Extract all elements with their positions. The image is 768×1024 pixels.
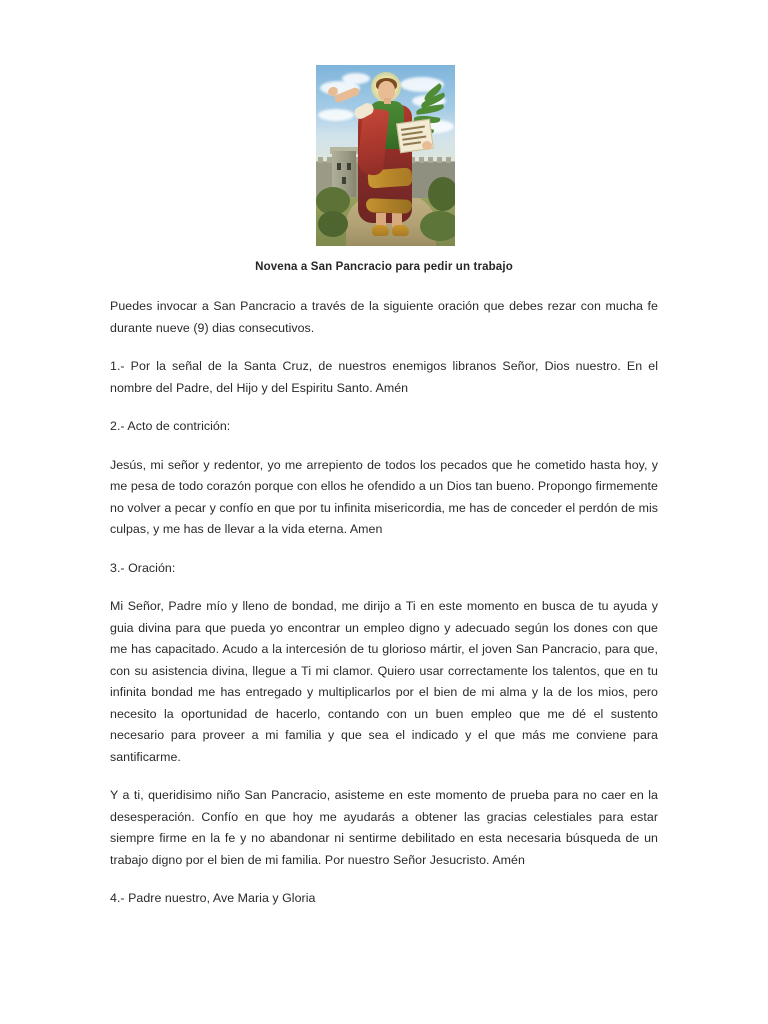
saint-illustration-figure xyxy=(316,65,455,246)
paragraph-item-2-body: Jesús, mi señor y redentor, yo me arrepiento de todos los pecados que he cometido hasta hoy, y me pesa de todo corazón porque con ellos he ofendido a un Dios tan bueno. Propongo firmemente no volver a pecar y confío en que por tu infinita misericordia, me has de conceder el perdón de mis culpas, y me has de llevar a la vida eterna. Amen xyxy=(110,457,658,536)
san-pancracio-image xyxy=(316,65,455,246)
foliage-shape xyxy=(318,211,348,237)
saint-holding-hand xyxy=(422,141,432,150)
saint-sandal xyxy=(372,225,389,236)
paragraph-item-4: 4.- Padre nuestro, Ave Maria y Gloria xyxy=(110,891,316,905)
document-body xyxy=(110,296,658,910)
robe-gold-hem xyxy=(366,198,412,214)
saint-sandal xyxy=(392,225,409,236)
paragraph-intro: Puedes invocar a San Pancracio a través de la siguiente oración que debes rezar con mucha fe durante nueve (9) dias consecutivos. xyxy=(110,299,658,335)
foliage-shape xyxy=(420,211,455,241)
cloud-shape xyxy=(318,109,354,121)
document-title: Novena a San Pancracio para pedir un trabajo xyxy=(255,261,513,273)
paragraph-item-3-body-1: Mi Señor, Padre mío y lleno de bondad, me dirijo a Ti en este momento en busca de tu ayuda y guia divina para que pueda yo encontrar un empleo digno y adecuado según los dones con que me has capacitado. Acudo a la intercesión de tu glorioso mártir, el joven San Pancracio, para que, con su asistencia divina, llegue a Ti mi clamor. Quiero usar correctamente los talentos, que en tu infinita bondad me has entregado y multiplicarlos por el bien de mi alma y la de los mios, pero necesito la oportunidad de hacerlo, contando con un buen empleo que me dé el sustento necesario para proveer a mi familia y que sea el indicado y el que más me conviene para santificarme. xyxy=(110,599,658,764)
saint-neck xyxy=(384,98,391,104)
foliage-shape xyxy=(428,177,455,211)
paragraph-item-3-heading: 3.- Oración: xyxy=(110,560,176,575)
paragraph-item-2-heading: 2.- Acto de contrición: xyxy=(110,419,231,433)
paragraph-item-1: 1.- Por la señal de la Santa Cruz, de nuestros enemigos libranos Señor, Dios nuestro. En el nombre del Padre, del Hijo y del Espiritu Santo. Amén xyxy=(110,359,658,395)
paragraph-item-3-body-2: Y a ti, queridisimo niño San Pancracio, asisteme en este momento de prueba para no caer en la desesperación. Confío en que hoy me ayudarás a obtener las gracias celestiales para estar siempre firme en la fe y no abandonar ni sentirme debilitado en esta necesaria búsqueda de un trabajo digno por el bien de mi familia. Por nuestro Señor Jesucristo. Amén xyxy=(110,788,658,867)
cloud-shape xyxy=(342,73,370,84)
